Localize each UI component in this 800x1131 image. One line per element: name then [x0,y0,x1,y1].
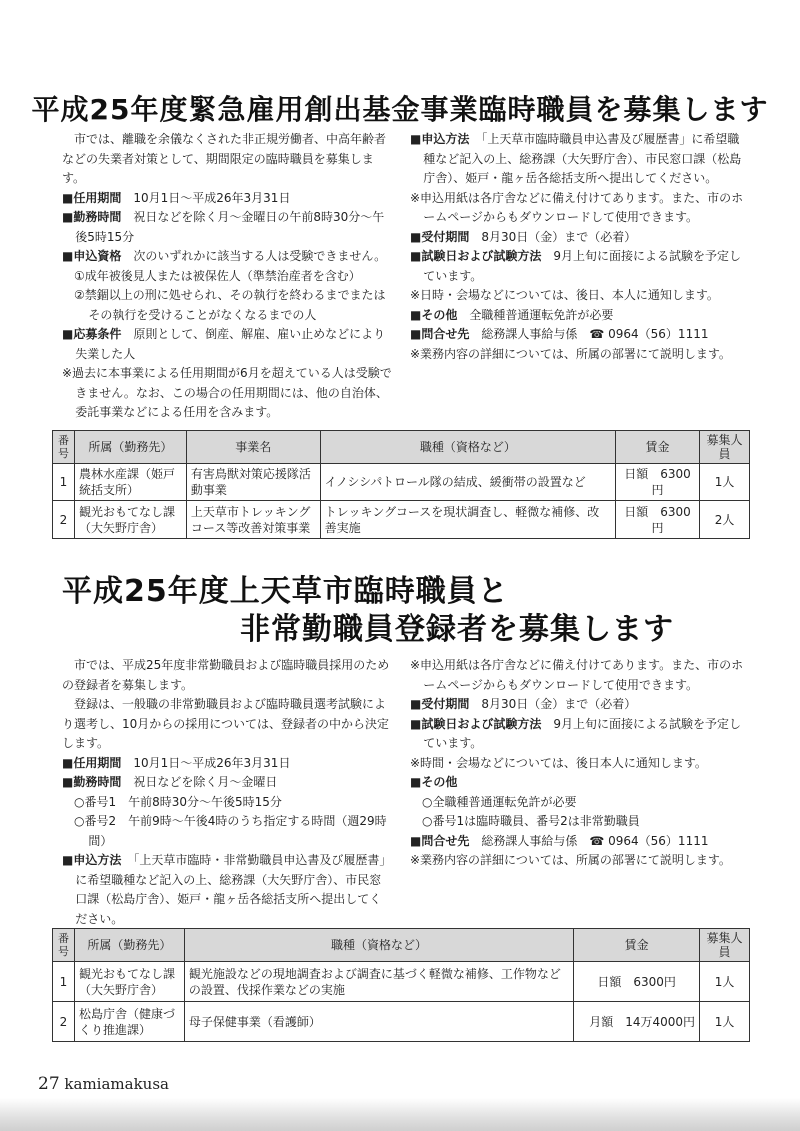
th-wage: 賃金 [574,929,700,962]
paragraph-text: 登録は、一般職の非常勤職員および臨時職員選考試験により選考し、10月からの採用については、登録者の中から決定します。 [62,697,390,750]
bottom-band [0,1098,800,1131]
info-item [410,325,750,345]
th-count: 募集人員 [700,929,750,962]
info-item [62,189,392,209]
item-label: ■任用期間 [62,190,122,205]
sub-item-text: ○全職種普通運転免許が必要 [422,794,577,809]
item-text: 全職種普通運転免許が必要 [469,307,614,322]
item-text: 9月上旬に面接による試験を予定しています。 [423,249,741,283]
item-text: 8月30日（金）まで（必着） [481,229,637,244]
info-item [62,754,392,774]
sub-item-text: ○番号1 午前8時30分～午後5時15分 [74,794,282,809]
section1-table [52,430,750,539]
page-footer [38,1074,169,1094]
cell-affiliation: 松島庁舎（健康づくり推進課） [74,1002,184,1042]
cell-project: 上天草市トレッキングコース等改善対策事業 [186,501,320,539]
section2-title-line2: 非常勤職員登録者を募集します [240,612,674,647]
note-text: ※業務内容の詳細については、所属の部署にて説明します。 [410,346,731,361]
cell-job: 観光施設などの現地調査および調査に基づく軽微な補修、工作物などの設置、伐採作業などの実施 [184,962,573,1002]
cell-wage: 日額 6300円 [574,962,700,1002]
info-item [410,247,750,286]
item-text: 原則として、倒産、解雇、雇い止めなどにより失業した人 [75,327,386,361]
item-label: ■受付期間 [410,697,470,711]
item-label: ■申込方法 [62,853,122,867]
info-item [410,130,750,189]
sub-item [62,812,392,851]
item-text: 10月1日～平成26年3月31日 [133,755,291,770]
info-item [410,832,750,852]
cell-wage: 日額 6300円 [616,501,700,539]
section1-right-column [410,130,750,364]
item-text: 祝日などを除く月～金曜日の午前8時30分～午後5時15分 [75,210,385,244]
info-item [410,715,750,754]
table-row [53,464,750,501]
cell-job: イノシシパトロール隊の結成、緩衝帯の設置など [320,464,616,501]
cell-count: 1人 [700,962,750,1002]
sub-item-text: ○番号1は臨時職員、番号2は非常勤職員 [422,814,640,828]
sub-item [62,267,392,287]
th-count: 募集人員 [700,431,750,464]
cell-affiliation: 農林水産課（姫戸統括支所） [74,464,186,501]
note-item [62,364,392,423]
th-job: 職種（資格など） [320,431,616,464]
th-affiliation: 所属（勤務先） [74,431,186,464]
section2-right-column [410,656,750,871]
cell-number: 1 [53,464,75,501]
cell-count: 1人 [700,1002,750,1042]
info-item [62,325,392,364]
paragraph-text: 市では、平成25年度非常勤職員および臨時職員採用のための登録者を募集します。 [62,658,390,692]
item-label: ■試験日および試験方法 [410,249,542,263]
paragraph-text: 市では、離職を余儀なくされた非正規労働者、中高年齢者などの失業者対策として、期間限定の臨時職員を募集します。 [62,132,387,185]
item-label: ■勤務時間 [62,210,122,224]
th-number: 番号 [53,929,75,962]
info-item [410,773,750,793]
sub-item-text: ②禁錮以上の刑に処せられ、その執行を終わるまでまたはその執行を受けることがなくなるまでの人 [74,288,386,322]
item-text: 総務課人事給与係 ☎ 0964（56）1111 [481,327,709,341]
th-project: 事業名 [186,431,320,464]
item-text: 総務課人事給与係 ☎ 0964（56）1111 [481,833,709,848]
cell-wage: 日額 6300円 [616,464,700,501]
table-row [53,962,750,1002]
cell-affiliation: 観光おもてなし課（大矢野庁舎） [74,501,186,539]
item-text: 10月1日～平成26年3月31日 [133,190,291,205]
item-text: 「上天草市臨時職員申込書及び履歴書」に希望職種など記入の上、総務課（大矢野庁舎）、市民窓口課（松島庁舎）、姫戸・龍ヶ岳各総括支所へ提出してください。 [423,132,742,185]
sub-item [62,793,392,813]
note-item [410,189,750,228]
note-text: ※業務内容の詳細については、所属の部署にて説明します。 [410,853,731,867]
sub-item [62,286,392,325]
item-label: ■その他 [410,307,458,322]
item-label: ■問合せ先 [410,327,470,341]
info-item [410,695,750,715]
note-text: ※申込用紙は各庁舎などに備え付けてあります。また、市のホームページからもダウンロードして使用できます。 [410,190,744,224]
info-item [62,208,392,247]
item-label: ■受付期間 [410,229,470,244]
item-text: 祝日などを除く月～金曜日 [133,775,278,789]
cell-count: 1人 [700,464,750,501]
note-text: ※時間・会場などについては、後日本人に通知します。 [410,755,707,770]
section2-table [52,928,750,1042]
info-item [62,773,392,793]
item-label: ■任用期間 [62,755,122,770]
item-text: 「上天草市臨時・非常勤職員申込書及び履歴書」に希望職種など記入の上、総務課（大矢野庁舎）、市民窓口課（松島庁舎）、姫戸・龍ヶ岳各総括支所へ提出してください。 [75,853,392,926]
cell-number: 2 [53,501,75,539]
intro-paragraph [62,130,392,189]
item-label: ■問合せ先 [410,833,470,848]
table-row [53,1002,750,1042]
intro-paragraph [62,695,392,754]
info-item [62,851,392,929]
cell-affiliation: 観光おもてなし課（大矢野庁舎） [74,962,184,1002]
th-number: 番号 [53,431,75,464]
sub-item-text: ①成年被後見人または被保佐人（準禁治産者を含む） [74,268,361,283]
item-label: ■申込資格 [62,249,122,263]
th-wage: 賃金 [616,431,700,464]
section1-title: 平成25年度緊急雇用創出基金事業臨時職員を募集します [31,93,769,126]
note-item [410,656,750,695]
note-item [410,345,750,365]
item-text: 8月30日（金）まで（必着） [481,697,637,711]
th-affiliation: 所属（勤務先） [74,929,184,962]
sub-item [410,812,750,832]
sub-item [410,793,750,813]
item-label: ■その他 [410,775,458,789]
item-label: ■勤務時間 [62,775,122,789]
info-item [410,306,750,326]
note-item [410,286,750,306]
note-text: ※日時・会場などについては、後日、本人に通知します。 [410,288,719,302]
info-item [62,247,392,267]
item-text: 9月上旬に面接による試験を予定しています。 [423,716,741,750]
cell-job: トレッキングコースを現状調査し、軽微な補修、改善実施 [320,501,616,539]
section1-left-column [62,130,392,423]
item-text: 次のいずれかに該当する人は受験できません。 [133,249,387,263]
intro-paragraph [62,656,392,695]
table-header-row [53,929,750,962]
item-label: ■応募条件 [62,327,122,341]
sub-item-text: ○番号2 午前9時～午後4時のうち指定する時間（週29時間） [74,814,387,848]
cell-number: 2 [53,1002,75,1042]
item-label: ■試験日および試験方法 [410,716,542,731]
note-item [410,754,750,774]
item-label: ■申込方法 [410,132,470,146]
info-item [410,228,750,248]
note-text: ※申込用紙は各庁舎などに備え付けてあります。また、市のホームページからもダウンロードして使用できます。 [410,658,744,692]
cell-project: 有害鳥獣対策応援隊活動事業 [186,464,320,501]
section2-left-column [62,656,392,929]
cell-wage: 月額 14万4000円 [574,1002,700,1042]
th-job: 職種（資格など） [184,929,573,962]
note-item [410,851,750,871]
cell-count: 2人 [700,501,750,539]
page-number: 27 [38,1074,60,1094]
note-text: ※過去に本事業による任用期間が6月を超えている人は受験できません。なお、この場合の任用期間には、他の自治体、委託事業などによる任用を含みます。 [62,366,392,419]
section2-title-line1: 平成25年度上天草市臨時職員と [62,574,509,609]
brand-name: kamiamakusa [64,1075,169,1093]
cell-number: 1 [53,962,75,1002]
cell-job: 母子保健事業（看護師） [184,1002,573,1042]
table-row [53,501,750,539]
table-header-row [53,431,750,464]
